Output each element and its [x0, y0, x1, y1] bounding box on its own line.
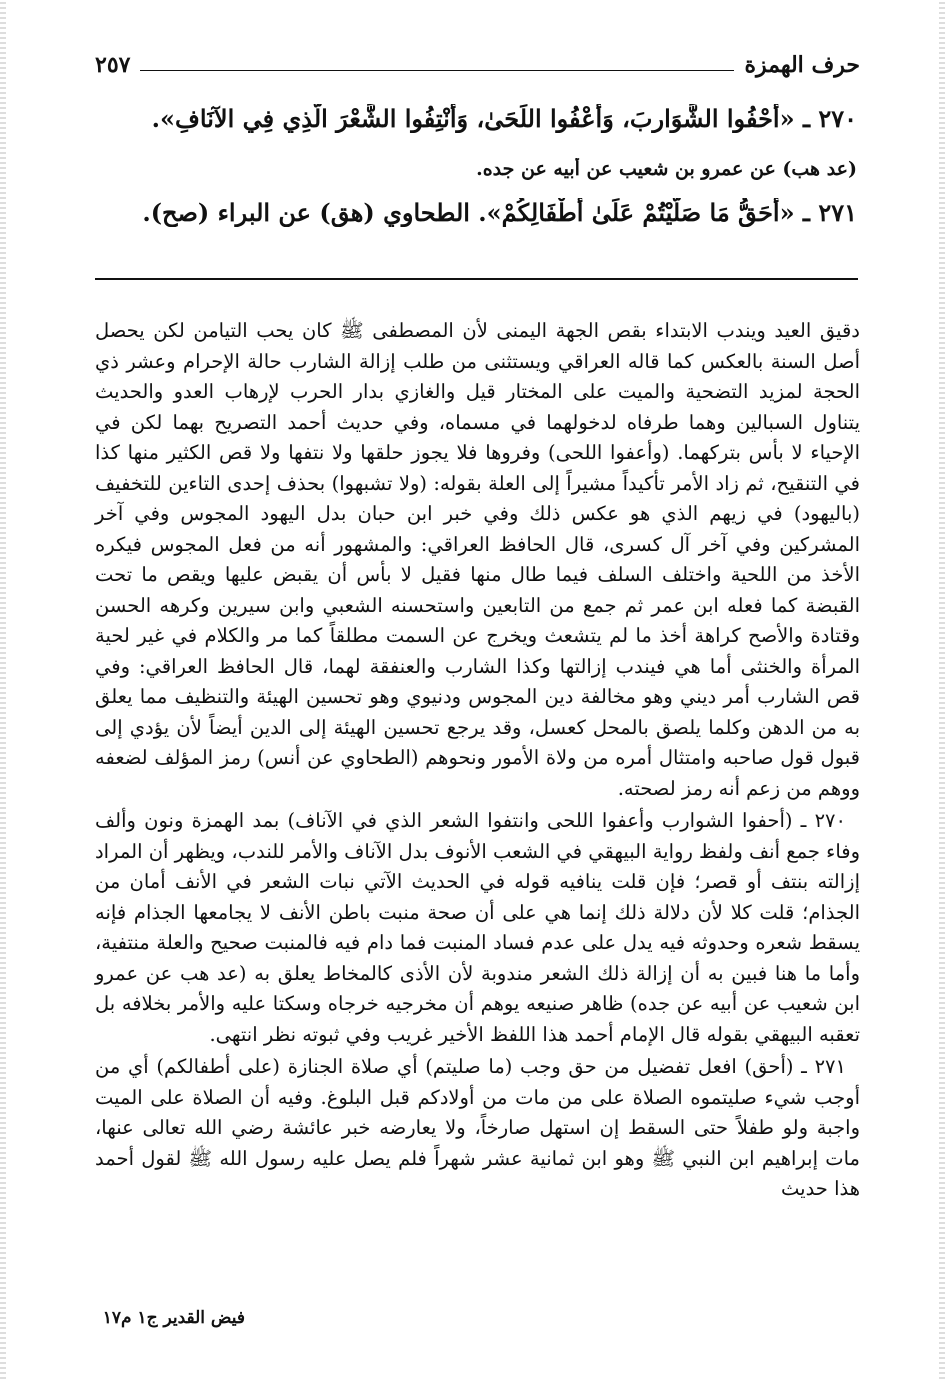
commentary-paragraph: دقيق العيد ويندب الابتداء بقص الجهة اليمنى لأن المصطفى ﷺ كان يحب التيامن لكن يحصل أصل السنة بالعكس كما قاله العراقي ويستثنى من طلب إزالة الشارب حالة الإحرام وعشر ذي الحجة لمزيد التضحية والميت على المختار قيل والغازي بدار الحرب لإرهاب العدو والحديث يتناول السبالين وهما طرفاه لدخولهما في مسماه، وفي حديث أحمد التصريح بهما لكن في الإحياء لا بأس بتركهما. (وأعفوا اللحى) وفروها فلا يجوز حلقها ولا نتفها ولا قص الكثير منها كذا في التنقيح، ثم زاد الأمر تأكيداً مشيراً إلى العلة بقوله: (ولا تشبهوا) بحذف إحدى التاءين للتخفيف (باليهود) في زيهم الذي هو عكس ذلك وفي خبر ابن حبان بدل اليهود المجوس وفي آخر المشركين وفي آخر آل كسرى، قال الحافظ العراقي: والمشهور أنه من فعل المجوس فيكره الأخذ من اللحية واختلف السلف فيما طال منها فقيل لا بأس أن يقبض عليها ويقص ما تحت القبضة كما فعله ابن عمر ثم جمع من التابعين واستحسنه الشعبي وابن سيرين وكرهه الحسن وقتادة والأصح كراهة أخذ ما لم يتشعث ويخرج عن السمت مطلقاً كما مر والكلام في غير لحية المرأة والخنثى أما هي فيندب إزالتها وكذا الشارب والعنفقة لهما، قال الحافظ العراقي: وفي قص الشارب أمر ديني وهو مخالفة دين المجوس ودنيوي وهو تحسين الهيئة والتنظيف مما يعلق به من الدهن وكلما يلصق بالمحل كعسل، وقد يرجع تحسين الهيئة إلى الدين أيضاً لأن يؤدي إلى قبول قول صاحبه وامتثال أمره من ولاة الأمور ونحوهم (الطحاوي عن أنس) رمز المؤلف لضعفه ووهم من زعم أنه رمز لصحته. [95, 319, 860, 800]
commentary-body [95, 316, 860, 1207]
section-divider [95, 278, 858, 280]
scan-edge-right [939, 0, 945, 1379]
scan-edge-left [0, 0, 6, 1379]
header-rule [140, 70, 734, 71]
page-number: ٢٥٧ [95, 52, 131, 78]
hadith-270: ٢٧٠ ـ «أَحْفُوا الشَّوَارِبَ، وَأَعْفُوا اللِّحَىٰ، وَأَنْتِفُوا الشَّعْرَ الَّذِي فِي الآنَافِ». [151, 104, 857, 133]
hadith-271: ٢٧١ ـ «أَحَقُّ مَا صَلَّيْتُمْ عَلَىٰ أَطْفَالِكُمْ». الطحاوي (هق) عن البراء (صح). [142, 198, 857, 227]
commentary-paragraph: ٢٧٠ ـ (أحفوا الشوارب وأعفوا اللحى وانتفوا الشعر الذي في الآناف) بمد الهمزة ونون وألف وفاء جمع أنف ولفظ رواية البيهقي في الشعب الأنوف بدل الآناف والأمر للندب، ويظهر أن المراد إزالته بنتف أو قصر؛ فإن قلت ينافيه قوله في الحديث الآتي نبات الشعر في الأنف أمان من الجذام؛ قلت كلا لأن دلالة ذلك إنما هي على أن صحة منبت باطن الأنف لا يجامعها الجذام فإنه يسقط شعره وحدوثه فيه يدل على عدم فساد المنبت فما دام فيه فالمنبت صحيح والعلة منتفية، وأما ما هنا فبين به أن إزالة ذلك الشعر مندوبة لأن الأذى كالمخاط يعلق به (عد هب عن عمرو ابن شعيب عن أبيه عن جده) ظاهر صنيعه يوهم أن مخرجيه خرجاه وسكتا عليه والأمر بخلافه بل تعقبه البيهقي بقوله قال الإمام أحمد هذا اللفظ الأخير غريب وفي ثبوته نظر انتهى. [95, 809, 860, 1046]
commentary-paragraph: ٢٧١ ـ (أحق) افعل تفضيل من حق وجب (ما صليتم) أي صلاة الجنازة (على أطفالكم) أي من أوجب شيء صليتموه الصلاة على من مات من أولادكم قبل البلوغ. وفيه أن الصلاة على الميت واجبة ولو طفلاً حتى السقط إن استهل صارخاً، ولا يعارضه خبر عائشة رضي الله تعالى عنها، مات إبراهيم ابن النبي ﷺ وهو ابن ثمانية عشر شهراً فلم يصل عليه رسول الله ﷺ لقول أحمد هذا حديث [95, 1055, 860, 1200]
signature-mark: فيض القدير ج١ م١٧ [102, 1308, 245, 1328]
running-header [95, 44, 860, 78]
chapter-title: حرف الهمزة [744, 52, 860, 78]
hadith-270-source: (عد هب) عن عمرو بن شعيب عن أبيه عن جده. [476, 158, 857, 180]
